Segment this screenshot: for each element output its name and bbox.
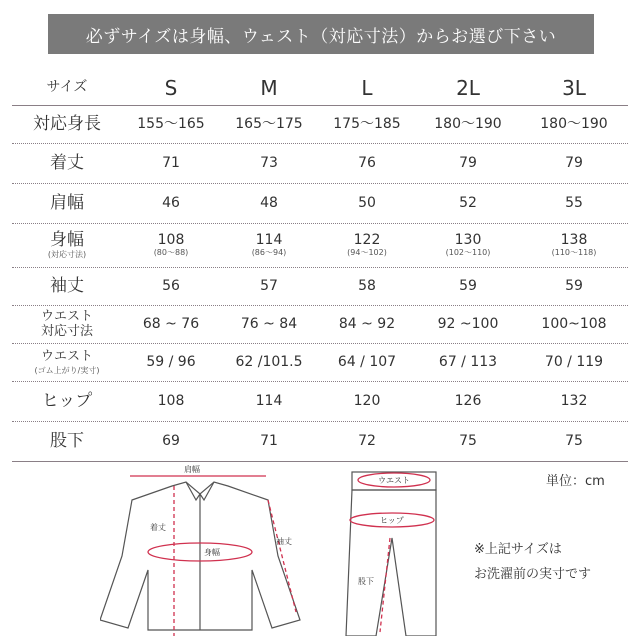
value-cell: 108 [157, 392, 185, 409]
row-label-main: ウエスト [40, 348, 93, 364]
length-label: 着丈 [150, 523, 166, 532]
value-cell: 120 [353, 392, 381, 409]
value-cell: 92 ~100 [437, 315, 499, 332]
value-cell: 75 [459, 432, 477, 449]
value-cell [520, 233, 628, 258]
value-main: 114 [255, 231, 283, 248]
shirt-illustration [100, 482, 300, 630]
value-cell: 48 [260, 194, 278, 211]
value-sub: (80〜88) [153, 248, 189, 258]
value-cell [122, 233, 220, 258]
row-label [12, 350, 122, 375]
value-cell: 58 [358, 277, 376, 294]
row-shoulder [12, 184, 628, 224]
size-m: M [260, 75, 278, 100]
row-label [12, 310, 122, 340]
value-cell: 76 [358, 154, 376, 171]
row-waist-range [12, 306, 628, 344]
size-2l: 2L [456, 75, 480, 100]
value-cell: 180〜190 [434, 115, 502, 132]
row-label: ヒップ [41, 391, 93, 412]
row-label: 対応身長 [33, 114, 101, 135]
row-label-sub: (対応寸法) [47, 249, 87, 259]
row-label [12, 231, 122, 259]
hip-label: ヒップ [380, 516, 404, 525]
row-label: 着丈 [50, 153, 84, 174]
row-hip [12, 382, 628, 422]
size-table [12, 70, 628, 462]
value-cell: 75 [565, 432, 583, 449]
row-label: 袖丈 [50, 276, 84, 297]
sleeve-length-line [268, 500, 296, 612]
inseam-line [380, 538, 390, 632]
measurement-note [474, 538, 591, 587]
value-cell: 57 [260, 277, 278, 294]
value-cell: 165〜175 [235, 115, 303, 132]
pants-illustration [346, 472, 436, 636]
value-main: 122 [353, 231, 381, 248]
value-cell: 175〜185 [333, 115, 401, 132]
value-cell: 72 [358, 432, 376, 449]
instruction-banner: 必ずサイズは身幅、ウェスト（対応寸法）からお選び下さい [48, 14, 594, 54]
value-cell: 68 ~ 76 [142, 315, 200, 332]
header-label: サイズ [46, 78, 88, 95]
value-cell: 126 [454, 392, 482, 409]
shoulder-label: 肩幅 [184, 465, 200, 474]
size-s: S [164, 75, 178, 100]
unit-note: 単位：cm [546, 474, 605, 489]
value-cell [416, 233, 520, 258]
inseam-label: 股下 [358, 577, 374, 586]
size-3l: 3L [562, 75, 586, 100]
value-cell: 71 [162, 154, 180, 171]
row-sleeve [12, 268, 628, 306]
value-cell [220, 233, 318, 258]
value-cell: 79 [459, 154, 477, 171]
row-label-main: ウエスト [40, 308, 93, 324]
value-cell: 180〜190 [540, 115, 608, 132]
value-cell: 100~108 [541, 315, 607, 332]
value-sub: (110〜118) [551, 248, 597, 258]
measurement-diagram [100, 460, 460, 636]
value-main: 138 [560, 231, 588, 248]
value-sub: (102〜110) [445, 248, 491, 258]
value-cell: 76 ~ 84 [240, 315, 298, 332]
row-label: 股下 [50, 431, 84, 452]
value-cell: 62 /101.5 [235, 353, 303, 370]
value-cell: 69 [162, 432, 180, 449]
value-sub: (86〜94) [251, 248, 287, 258]
row-label: 肩幅 [50, 193, 84, 214]
value-cell: 155〜165 [137, 115, 205, 132]
size-header-row [12, 70, 628, 106]
sleeve-label: 袖丈 [276, 537, 292, 546]
value-cell: 64 / 107 [337, 353, 397, 370]
row-label-main: 身幅 [50, 230, 84, 251]
value-main: 108 [157, 231, 185, 248]
row-label-sub: (ゴム上がり/実寸) [34, 365, 100, 375]
value-cell: 114 [255, 392, 283, 409]
value-sub: (94〜102) [347, 248, 387, 258]
row-inseam [12, 422, 628, 462]
pants-measure-lines [350, 473, 434, 632]
row-label-sub: 対応寸法 [40, 323, 93, 339]
value-cell: 59 [565, 277, 583, 294]
value-cell: 59 [459, 277, 477, 294]
value-cell [318, 233, 416, 258]
value-cell: 59 / 96 [146, 353, 196, 370]
waist-label: ウエスト [378, 476, 410, 485]
value-cell: 132 [560, 392, 588, 409]
note-line-1: ※上記サイズは [474, 542, 562, 557]
row-waist-actual [12, 344, 628, 382]
value-main: 130 [454, 231, 482, 248]
value-cell: 67 / 113 [438, 353, 498, 370]
value-cell: 52 [459, 194, 477, 211]
value-cell: 79 [565, 154, 583, 171]
value-cell: 70 / 119 [544, 353, 604, 370]
value-cell: 50 [358, 194, 376, 211]
note-line-2: お洗濯前の実寸です [474, 566, 592, 582]
value-cell: 46 [162, 194, 180, 211]
row-length [12, 144, 628, 184]
row-height [12, 106, 628, 144]
value-cell: 73 [260, 154, 278, 171]
chest-label: 身幅 [204, 548, 220, 557]
size-l: L [361, 75, 373, 100]
value-cell: 56 [162, 277, 180, 294]
row-chest [12, 224, 628, 268]
value-cell: 71 [260, 432, 278, 449]
value-cell: 84 ~ 92 [338, 315, 396, 332]
value-cell: 55 [565, 194, 583, 211]
